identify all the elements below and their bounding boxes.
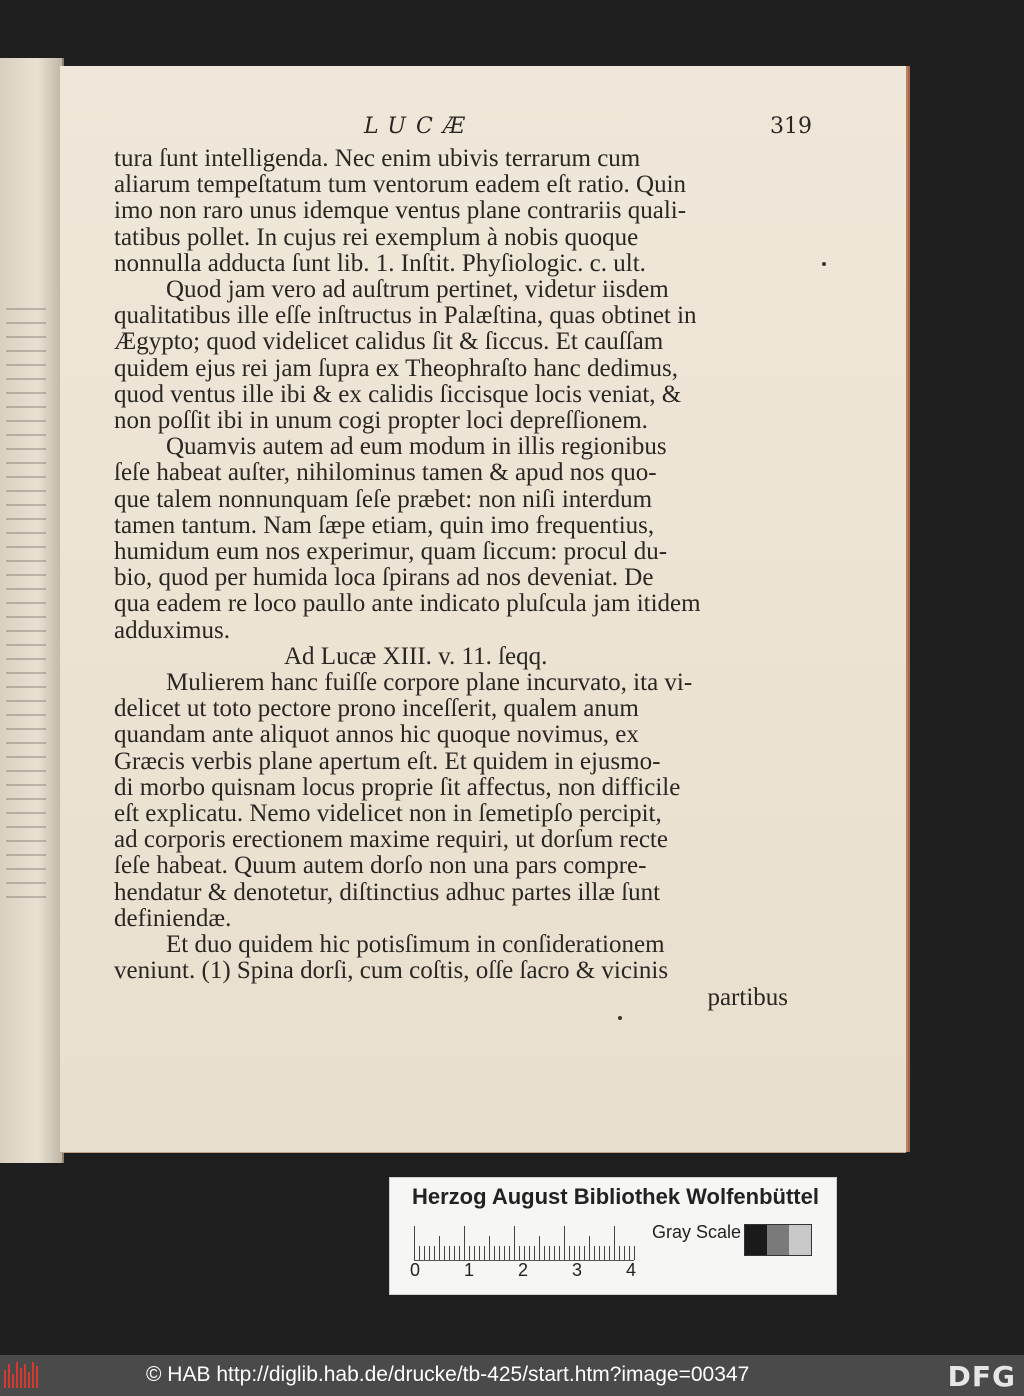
ruler-tick: [449, 1246, 450, 1260]
ruler-tick: [579, 1246, 580, 1260]
text-line: Ægypto; quod videlicet calidus ſit & ſiccus. Et cauſſam: [114, 328, 664, 356]
text-line: di morbo quisnam locus proprie ſit affectus, non difficile: [114, 773, 681, 801]
ruler-tick: [534, 1246, 535, 1260]
text-line: definiendæ.: [114, 904, 232, 932]
ruler-tick: [444, 1246, 445, 1260]
text-line: veniunt. (1) Spina dorſi, cum coſtis, oſſe ſacro & vicinis: [114, 957, 669, 985]
ruler-tick: [569, 1246, 570, 1260]
bleed-through: [6, 308, 46, 908]
footer-bar: [0, 1355, 1024, 1396]
ruler-tick: [454, 1246, 455, 1260]
text-line: delicet ut toto pectore prono inceſſerit, qualem anum: [114, 695, 639, 723]
text-line: adduximus.: [114, 616, 230, 644]
dfg-logo: DFG: [947, 1360, 1016, 1393]
ruler-tick: [544, 1246, 545, 1260]
ruler-tick: [549, 1246, 550, 1260]
ruler-number: 1: [464, 1260, 475, 1280]
section-heading: Ad Lucæ XIII. v. 11. ſeqq.: [284, 642, 548, 670]
ruler-tick: [474, 1246, 475, 1260]
ruler-tick: [539, 1236, 540, 1260]
ruler-tick: [609, 1246, 610, 1260]
text-line: ſeſe habeat auſter, nihilominus tamen & apud nos quo-: [114, 459, 657, 487]
ruler-tick: [419, 1246, 420, 1260]
page-number: 319: [770, 114, 812, 139]
ruler-tick: [604, 1246, 605, 1260]
ruler-tick: [594, 1246, 595, 1260]
ruler-tick: [614, 1226, 615, 1260]
stray-mark: [618, 1016, 622, 1020]
hab-logo-bar: [28, 1372, 30, 1388]
ruler-tick: [584, 1246, 585, 1260]
ruler-tick: [514, 1226, 515, 1260]
text-line: tamen tantum. Nam ſæpe etiam, quin imo frequentius,: [114, 511, 655, 539]
ruler-tick: [599, 1246, 600, 1260]
ruler-tick: [429, 1246, 430, 1260]
ruler-tick: [469, 1246, 470, 1260]
ruler-scale: [414, 1224, 634, 1261]
ruler-number: 3: [572, 1260, 583, 1280]
text-line: Et duo quidem hic potisſimum in conſiderationem: [166, 931, 665, 959]
catchword: partibus: [707, 983, 788, 1011]
library-label: [389, 1177, 837, 1295]
ruler-tick: [574, 1246, 575, 1260]
hab-logo-bar: [20, 1368, 22, 1388]
ruler-tick: [434, 1246, 435, 1260]
gray-swatch: [767, 1225, 789, 1255]
hab-logo-bar: [4, 1370, 6, 1388]
ruler-numbers: [410, 1260, 650, 1284]
ruler-tick: [524, 1246, 525, 1260]
ruler-tick: [424, 1246, 425, 1260]
ruler-number: 2: [518, 1260, 529, 1280]
body-paragraphs: [114, 146, 784, 644]
text-line: imo non raro unus idemque ventus plane contrariis quali-: [114, 197, 687, 225]
text-line: qua eadem re loco paullo ante indicato pluſcula jam itidem: [114, 590, 701, 618]
text-line: que talem nonnunquam ſeſe præbet: non niſi interdum: [114, 485, 653, 513]
hab-logo-icon: [4, 1362, 44, 1388]
library-name: Herzog August Bibliothek Wolfenbüttel: [412, 1184, 819, 1209]
ruler-tick: [499, 1246, 500, 1260]
text-line: quandam ante aliquot annos hic quoque novimus, ex: [114, 721, 639, 749]
text-line: hendatur & denotetur, diſtinctius adhuc partes illæ ſunt: [114, 878, 661, 906]
ruler-number: 4: [626, 1260, 637, 1280]
gray-scale-label: Gray Scale: [652, 1222, 742, 1242]
text-line: ad corporis erectionem maxime requiri, ut dorſum recte: [114, 826, 668, 854]
hab-logo-bar: [16, 1362, 18, 1388]
text-line: aliarum tempeſtatum tum ventorum eadem eſt ratio. Quin: [114, 171, 687, 199]
ruler-tick: [564, 1226, 565, 1260]
stray-mark: [822, 262, 826, 266]
ruler-tick: [494, 1246, 495, 1260]
ruler-tick: [559, 1246, 560, 1260]
gray-swatch: [745, 1225, 767, 1255]
ruler-tick: [504, 1246, 505, 1260]
ruler-tick: [439, 1236, 440, 1260]
page-text-block: [114, 112, 812, 1011]
text-line: ſeſe habeat. Quum autem dorſo non una pars compre-: [114, 852, 647, 880]
book-page: [60, 66, 906, 1152]
hab-logo-bar: [36, 1366, 38, 1388]
ruler-tick: [459, 1246, 460, 1260]
ruler-tick: [554, 1246, 555, 1260]
text-line: non poſſit ibi in unum cogi propter loci depreſſionem.: [114, 407, 648, 435]
running-head-title: LUCÆ: [364, 114, 475, 139]
text-line: quod ventus ille ibi & ex calidis ſiccisque locis veniat, &: [114, 380, 682, 408]
ruler-tick: [634, 1246, 635, 1260]
ruler-tick: [414, 1226, 415, 1260]
text-line: Quamvis autem ad eum modum in illis regionibus: [166, 433, 667, 461]
text-line: Mulierem hanc fuiſſe corpore plane incurvato, ita vi-: [166, 669, 693, 697]
ruler-tick: [629, 1246, 630, 1260]
ruler-tick: [464, 1226, 465, 1260]
ruler-tick: [489, 1236, 490, 1260]
ruler-tick: [589, 1236, 590, 1260]
hab-logo-bar: [8, 1364, 10, 1388]
left-page-edge: [0, 58, 64, 1163]
text-line: tatibus pollet. In cujus rei exemplum à nobis quoque: [114, 223, 639, 251]
text-line: nonnulla adducta ſunt lib. 1. Inſtit. Phyſiologic. c. ult.: [114, 249, 646, 277]
ruler-tick: [484, 1246, 485, 1260]
ruler-tick: [479, 1246, 480, 1260]
gray-scale-swatch: [744, 1224, 812, 1256]
ruler-tick: [509, 1246, 510, 1260]
hab-logo-bar: [12, 1374, 14, 1388]
text-line: tura ſunt intelligenda. Nec enim ubivis terrarum cum: [114, 145, 641, 172]
ruler-tick: [619, 1246, 620, 1260]
text-line: Græcis verbis plane apertum eſt. Et quidem in ejusmo-: [114, 747, 661, 775]
footer-copyright-link[interactable]: © HAB http://diglib.hab.de/drucke/tb-425/start.htm?image=00347: [146, 1363, 750, 1386]
body-paragraphs-2: [114, 670, 784, 984]
text-line: quidem ejus rei jam ſupra ex Theophraſto hanc dedimus,: [114, 354, 678, 382]
running-head: [114, 112, 812, 146]
text-line: humidum eum nos experimur, quam ſiccum: procul du-: [114, 538, 668, 566]
text-line: Quod jam vero ad auſtrum pertinet, videtur iisdem: [166, 276, 669, 304]
ruler-number: 0: [410, 1260, 421, 1280]
hab-logo-bar: [32, 1362, 34, 1388]
gray-swatch: [789, 1225, 811, 1255]
ruler-tick: [624, 1246, 625, 1260]
text-line: eſt explicatu. Nemo videlicet non in ſemetipſo percipit,: [114, 800, 662, 828]
text-line: bio, quod per humida loca ſpirans ad nos deveniat. De: [114, 564, 654, 592]
text-line: qualitatibus ille eſſe inſtructus in Palæſtina, quas obtinet in: [114, 302, 697, 330]
ruler-tick: [519, 1246, 520, 1260]
ruler-tick: [529, 1246, 530, 1260]
hab-logo-bar: [24, 1364, 26, 1388]
